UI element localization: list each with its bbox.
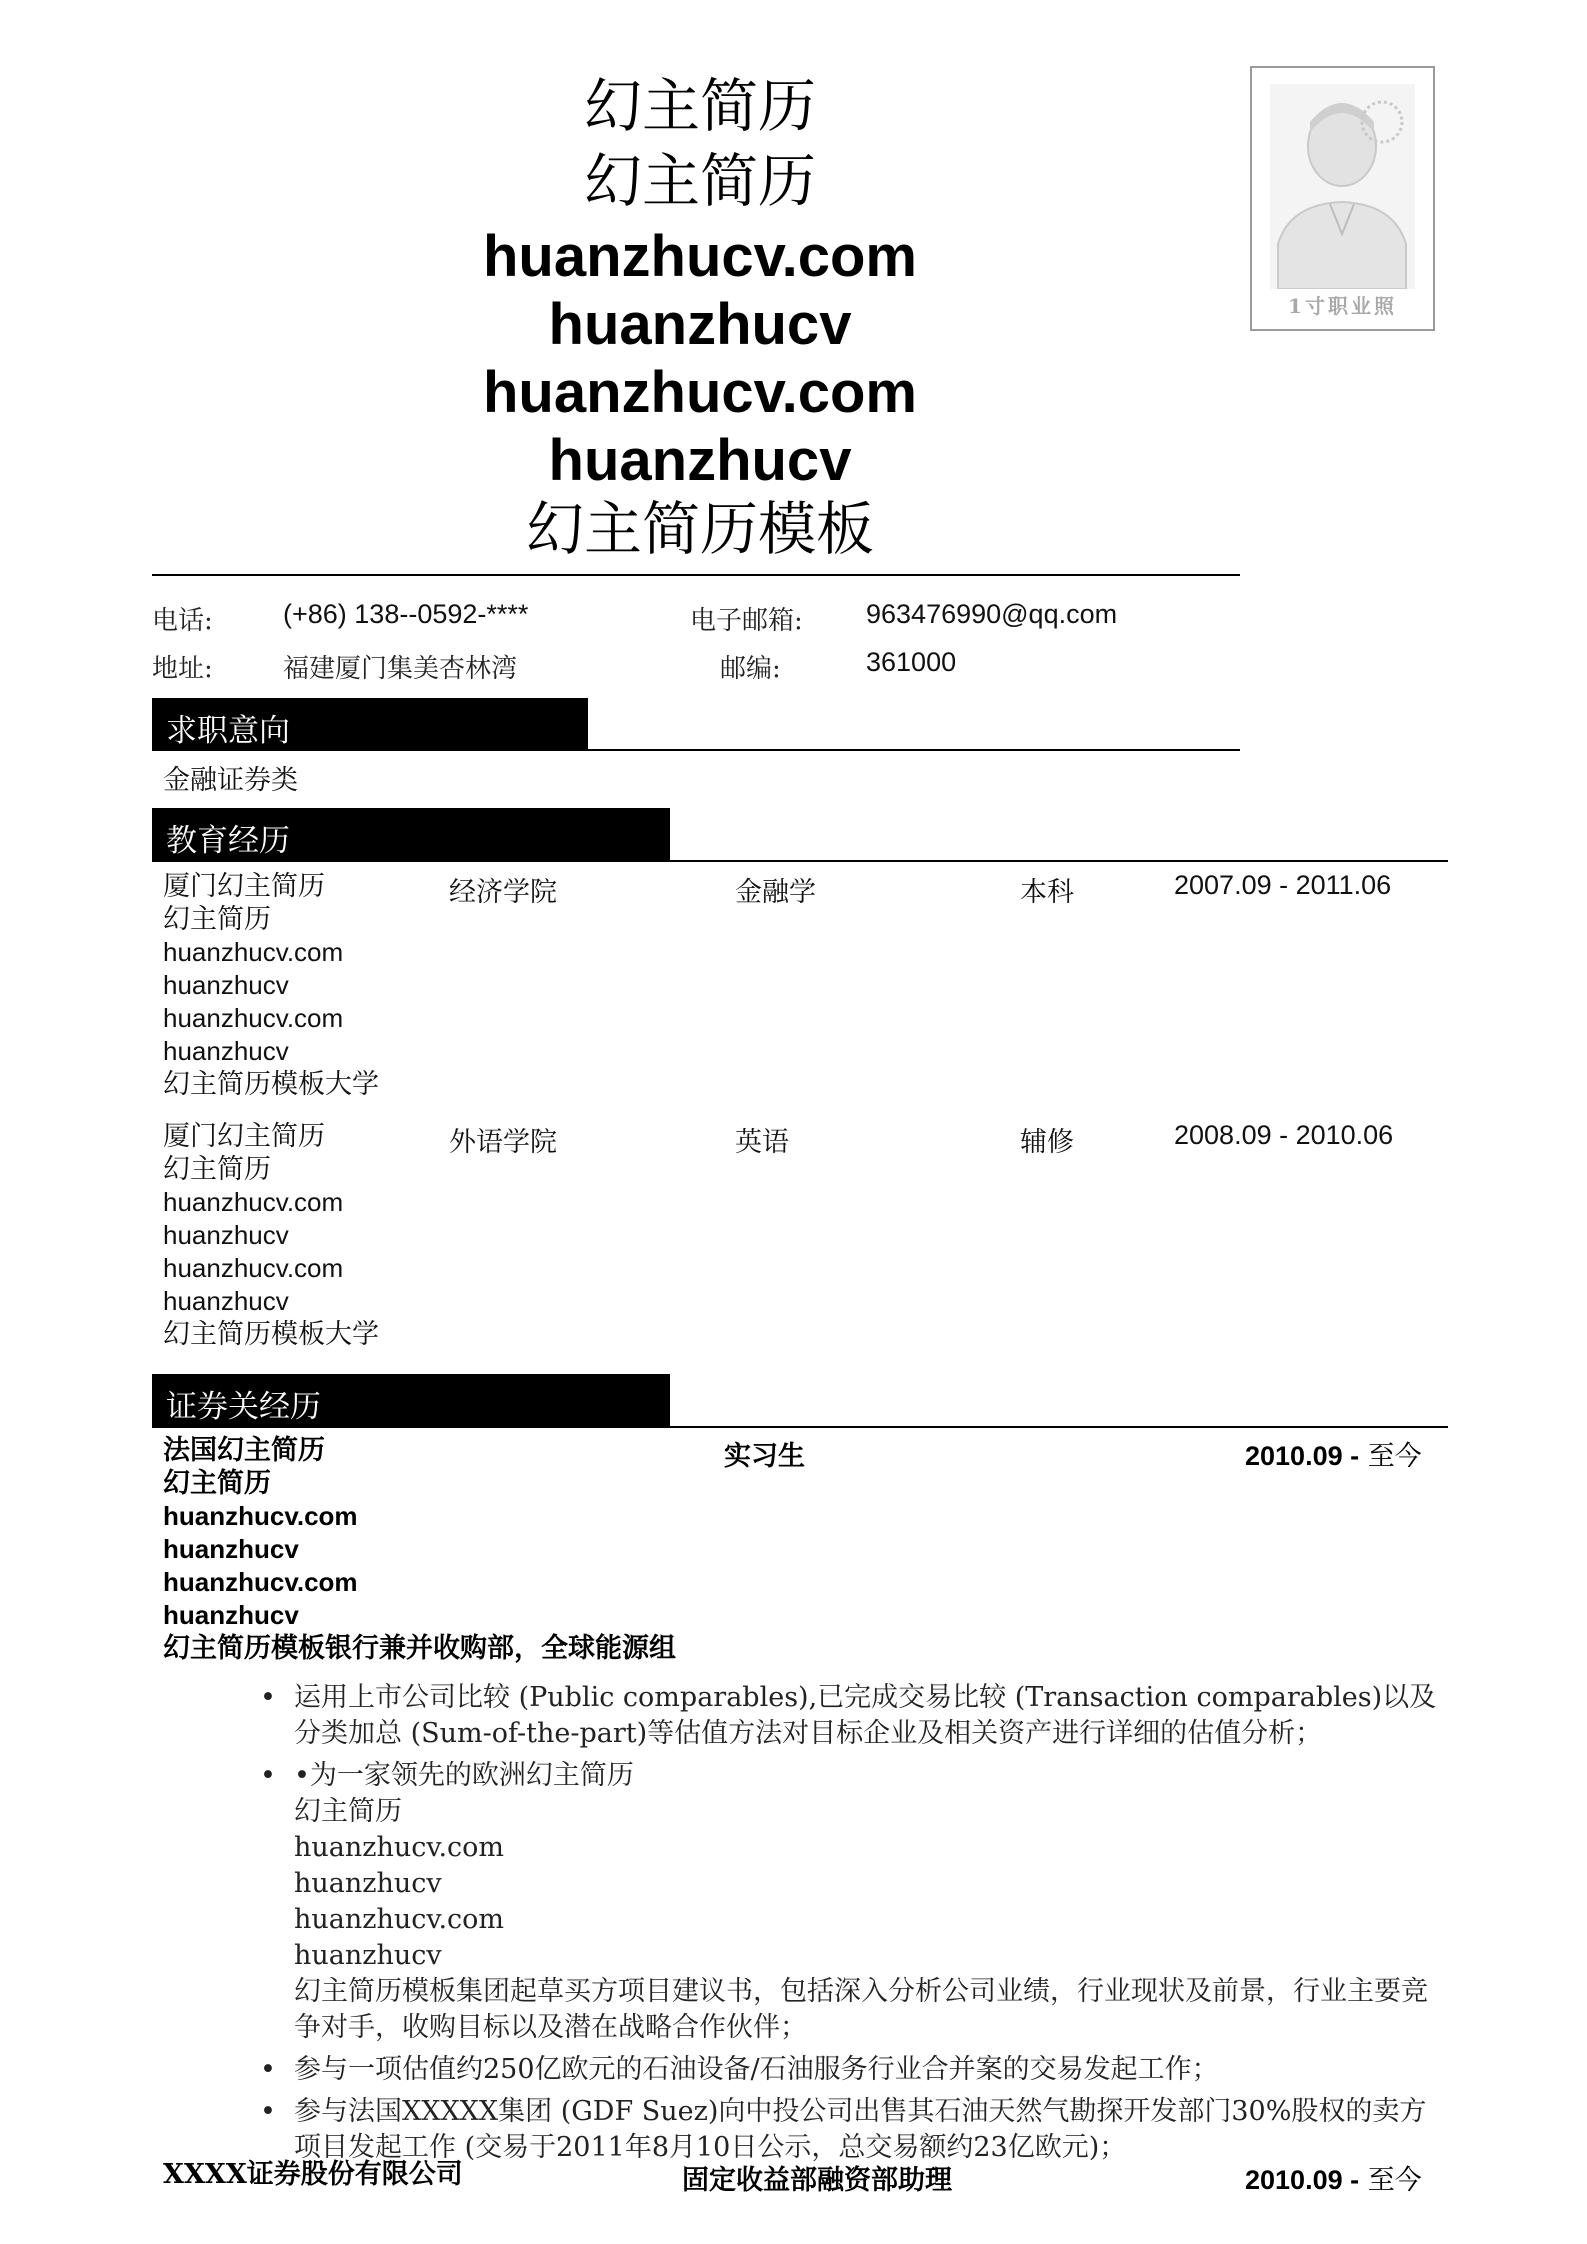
list-item: • •为一家领先的欧洲幻主简历 幻主简历 huanzhucv.com huanzhucv huanzhucv.com huanzhucv 幻主简历模板集团起草买方项目建议书，包括深入分析公司业绩，行业现状及前景，行业主要竞争对手，收购目标以及潜在战略合作伙伴； (260, 1760, 1428, 2043)
job-dates: 2010.09 - 至今 (1245, 2165, 1422, 2196)
job-organization: XXXX证券股份有限公司 (163, 2159, 463, 2190)
person-silhouette-icon (1270, 84, 1415, 289)
title-line: huanzhucv (548, 428, 852, 493)
education-major: 英语 (735, 1127, 789, 1158)
job-dates: 2010.09 - 至今 (1245, 1441, 1422, 1472)
experience-header (152, 1374, 670, 1426)
title-divider (152, 574, 1240, 576)
email-label: 电子邮箱: (690, 606, 803, 636)
job-organization: 法国幻主简历 幻主简历 huanzhucv.com huanzhucv huanzhucv.com huanzhucv 幻主简历模板银行兼并收购部，全球能源组 (163, 1435, 676, 1664)
phone-label: 电话: (152, 606, 213, 636)
objective-header (152, 698, 588, 750)
education-dates: 2008.09 - 2010.06 (1174, 1120, 1394, 1150)
address-value: 福建厦门集美杏林湾 (283, 654, 518, 684)
education-college: 外语学院 (449, 1127, 557, 1158)
photo-caption: 1寸职业照 (1288, 294, 1397, 318)
photo-placeholder (1250, 66, 1435, 331)
title-line: huanzhucv.com (483, 360, 917, 425)
zip-value: 361000 (866, 647, 957, 677)
education-divider (152, 860, 1448, 862)
objective-text: 金融证券类 (163, 765, 298, 796)
title-line: 幻主简历 (583, 147, 816, 215)
title-line: huanzhucv.com (483, 224, 917, 289)
list-item: • 参与法国XXXXX集团 (GDF Suez)向中投公司出售其石油天然气勘探开发部门30%股权的卖方项目发起工作 (交易于2011年8月10日公示，总交易额约23亿欧元)； (260, 2096, 1427, 2163)
objective-divider (152, 749, 1240, 751)
section-title: 证券关经历 (166, 1389, 321, 1425)
phone-value: (+86) 138--0592-**** (283, 599, 529, 629)
education-degree: 辅修 (1020, 1127, 1074, 1158)
section-title: 求职意向 (166, 713, 290, 749)
education-school: 厦门幻主简历 幻主简历 huanzhucv.com huanzhucv huanzhucv.com huanzhucv 幻主简历模板大学 (163, 871, 379, 1100)
education-degree: 本科 (1020, 877, 1074, 908)
education-dates: 2007.09 - 2011.06 (1174, 870, 1392, 900)
list-item: • 参与一项估值约250亿欧元的石油设备/石油服务行业合并案的交易发起工作； (260, 2054, 1219, 2085)
job-role: 固定收益部融资部助理 (682, 2165, 952, 2196)
title-line: huanzhucv (548, 292, 852, 357)
education-header (152, 808, 670, 860)
education-major: 金融学 (735, 877, 816, 908)
experience-divider (152, 1426, 1448, 1428)
address-label: 地址: (152, 654, 213, 684)
job-bullet-list (260, 1680, 1440, 2172)
list-item: • 运用上市公司比较 (Public comparables),已完成交易比较 (Transaction comparables)以及分类加总 (Sum-of-the-part)等估值方法对目标企业及相关资产进行详细的估值分析； (260, 1682, 1437, 1749)
zip-label: 邮编: (720, 654, 781, 684)
job-role: 实习生 (724, 1441, 805, 1472)
email-value: 963476990@qq.com (866, 599, 1118, 629)
education-college: 经济学院 (449, 877, 557, 908)
title-line: 幻主简历模板 (525, 495, 874, 563)
section-title: 教育经历 (166, 823, 290, 859)
title-line: 幻主简历 (583, 72, 816, 140)
education-school: 厦门幻主简历 幻主简历 huanzhucv.com huanzhucv huanzhucv.com huanzhucv 幻主简历模板大学 (163, 1121, 379, 1350)
avatar (1270, 84, 1415, 289)
